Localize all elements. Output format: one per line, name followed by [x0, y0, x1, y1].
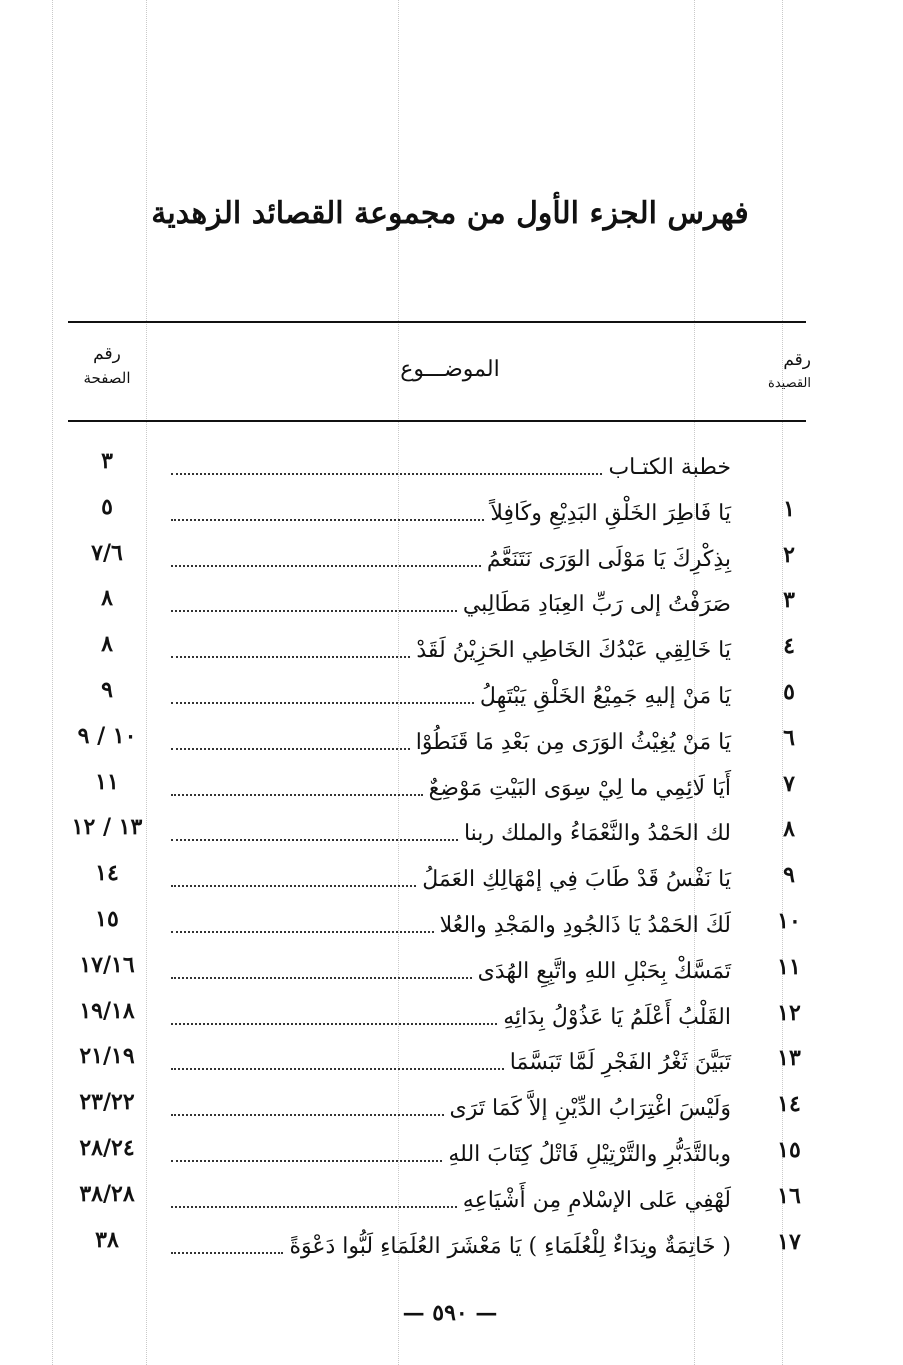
- dot-leader: [171, 977, 472, 979]
- dot-leader: [171, 1114, 444, 1116]
- subject-text: يَا مَنْ يُغِيْثُ الوَرَى مِن بَعْدِ مَا قَنَطُوْا: [415, 730, 731, 755]
- subject-cell: [171, 765, 731, 805]
- page-number: ٢١/١٩: [79, 1043, 135, 1069]
- subject-cell: [171, 810, 731, 850]
- dot-leader: [171, 656, 410, 658]
- table-row: [0, 490, 903, 530]
- page-number: ٩: [101, 677, 113, 703]
- page-number: ٥: [101, 494, 113, 520]
- header-poem-number-label: رقم: [783, 350, 811, 370]
- dot-leader: [171, 1160, 442, 1162]
- dot-leader: [171, 839, 458, 841]
- poem-number: ٢: [783, 542, 795, 568]
- table-row: [0, 1131, 903, 1171]
- dot-leader: [171, 748, 410, 750]
- table-row: [0, 856, 903, 896]
- table-row: [0, 627, 903, 667]
- page-number: ٨: [101, 585, 113, 611]
- subject-text: وَلَيْسَ اغْتِرَابُ الدِّيْنِ إلاَّ كَمَا تَرَى: [449, 1096, 731, 1121]
- dot-leader: [171, 885, 416, 887]
- header-bottom-rule: [68, 420, 806, 422]
- subject-cell: [171, 1223, 731, 1263]
- poem-number: ١٢: [777, 1000, 801, 1026]
- page-number: ٢٣/٢٢: [79, 1089, 135, 1115]
- table-row: [0, 673, 903, 713]
- table-row: [0, 444, 903, 484]
- subject-text: القَلْبُ أَعْلَمُ يَا عَذُوْلُ بِدَائِهِ: [503, 1005, 731, 1030]
- subject-cell: [171, 1039, 731, 1079]
- poem-number: ٤: [783, 633, 795, 659]
- poem-number: ٥: [783, 679, 795, 705]
- subject-cell: [171, 948, 731, 988]
- table-row: [0, 719, 903, 759]
- subject-text: تَبَيَّنَ ثَغْرُ الفَجْرِ لَمَّا تَبَسَّمَا: [509, 1050, 731, 1075]
- poem-number: ١٧: [777, 1229, 801, 1255]
- subject-text: صَرَفْتُ إلى رَبِّ العِبَادِ مَطَالِبي: [462, 592, 731, 617]
- dot-leader: [171, 1206, 457, 1208]
- header-page-number: [62, 342, 152, 390]
- table-row: [0, 1177, 903, 1217]
- dot-leader: [171, 1252, 283, 1254]
- page-number: ٢٨/٢٤: [79, 1135, 135, 1161]
- subject-cell: [171, 719, 731, 759]
- subject-text: يَا فَاطِرَ الخَلْقِ البَدِيْعِ وكَافِلاً: [490, 501, 731, 526]
- dot-leader: [171, 473, 602, 475]
- page-number: ١٩/١٨: [79, 998, 135, 1024]
- subject-text: يَا نَفْسُ قَدْ طَابَ فِي إمْهَالِكِ العَمَلُ: [422, 867, 731, 892]
- table-row: [0, 810, 903, 850]
- page-number: ١٠ / ٩: [77, 723, 137, 749]
- page-number: ١٤: [95, 860, 119, 886]
- subject-text: لَكَ الحَمْدُ يَا ذَالجُودِ والمَجْدِ والعُلا: [439, 913, 731, 938]
- subject-text: لك الحَمْدُ والنَّعْمَاءُ والملك ربنا: [463, 821, 731, 846]
- table-row: [0, 1223, 903, 1263]
- subject-cell: [171, 581, 731, 621]
- subject-text: تَمَسَّكْ بِحَبْلِ اللهِ واتَّبِعِ الهُدَى: [477, 959, 731, 984]
- dot-leader: [171, 702, 474, 704]
- subject-cell: [171, 490, 731, 530]
- table-row: [0, 1039, 903, 1079]
- page-number: ٨: [101, 631, 113, 657]
- subject-cell: [171, 856, 731, 896]
- poem-number: ١٦: [777, 1183, 801, 1209]
- poem-number: ٣: [783, 587, 795, 613]
- subject-cell: [171, 902, 731, 942]
- poem-number: ١١: [777, 954, 801, 980]
- poem-number: ٦: [783, 725, 795, 751]
- header-subject: الموضـــوع: [400, 357, 500, 382]
- poem-number: ١: [783, 496, 795, 522]
- dot-leader: [171, 1023, 497, 1025]
- header-top-rule: [68, 321, 806, 323]
- subject-text: بِذِكْرِكَ يَا مَوْلَى الوَرَى نَتَنَعَّمُ: [486, 547, 731, 572]
- subject-cell: [171, 1131, 731, 1171]
- poem-number: ١٥: [777, 1137, 801, 1163]
- subject-text: يَا خَالِقِي عَبْدُكَ الخَاطِي الحَزِيْنُ لَقَدْ: [416, 638, 731, 663]
- poem-number: ٨: [783, 816, 795, 842]
- dot-leader: [171, 1068, 504, 1070]
- subject-text: لَهْفِي عَلى الإسْلامِ مِن أَشْيَاعِهِ: [462, 1188, 731, 1213]
- subject-text: خطبة الكتـاب: [608, 455, 731, 480]
- subject-cell: [171, 444, 731, 484]
- poem-number: ٧: [783, 771, 795, 797]
- table-row: [0, 581, 903, 621]
- subject-cell: [171, 627, 731, 667]
- subject-cell: [171, 673, 731, 713]
- poem-number: ١٠: [777, 908, 801, 934]
- page-number: ٣٨/٢٨: [79, 1181, 135, 1207]
- subject-cell: [171, 994, 731, 1034]
- table-row: [0, 948, 903, 988]
- dot-leader: [171, 610, 457, 612]
- subject-text: أَيَا لَائِمِي ما لِيْ سِوَى البَيْتِ مَوْضِعٌ: [428, 776, 731, 801]
- subject-cell: [171, 536, 731, 576]
- subject-cell: [171, 1177, 731, 1217]
- table-row: [0, 902, 903, 942]
- subject-text: ( خَاتِمَةٌ ونِدَاءٌ لِلْعُلَمَاءِ ) يَا مَعْشَرَ العُلَمَاءِ لَبُّوا دَعْوَةً: [289, 1234, 731, 1259]
- subject-text: وبالتَّدَبُّرِ والتَّرْتِيْلِ فَاتْلُ كِتَابَ اللهِ: [448, 1142, 731, 1167]
- page-number: ١٣ / ١٢: [71, 814, 143, 840]
- page-number: ١٧/١٦: [79, 952, 135, 978]
- header-page-number-sublabel: الصفحة: [83, 369, 131, 387]
- header-poem-number: [731, 348, 811, 396]
- subject-cell: [171, 1085, 731, 1125]
- page-number: ١١: [95, 769, 119, 795]
- dot-leader: [171, 519, 484, 521]
- table-row: [0, 994, 903, 1034]
- page-folio: — ٥٩٠ —: [402, 1300, 498, 1326]
- dot-leader: [171, 931, 434, 933]
- subject-text: يَا مَنْ إليهِ جَمِيْعُ الخَلْقِ يَبْتَهِلُ: [479, 684, 731, 709]
- table-row: [0, 1085, 903, 1125]
- header-poem-number-sublabel: القصيدة: [768, 376, 811, 391]
- table-row: [0, 536, 903, 576]
- page-number: ٣: [101, 448, 113, 474]
- poem-number: ١٤: [777, 1091, 801, 1117]
- poem-number: ١٣: [777, 1045, 801, 1071]
- poem-number: ٩: [783, 862, 795, 888]
- dot-leader: [171, 794, 423, 796]
- dot-leader: [171, 565, 481, 567]
- page-number: ٣٨: [95, 1227, 119, 1253]
- page-title: فهرس الجزء الأول من مجموعة القصائد الزهدية: [151, 196, 749, 231]
- table-row: [0, 765, 903, 805]
- page-number: ١٥: [95, 906, 119, 932]
- page-number: ٧/٦: [91, 540, 123, 566]
- header-page-number-label: رقم: [93, 344, 121, 364]
